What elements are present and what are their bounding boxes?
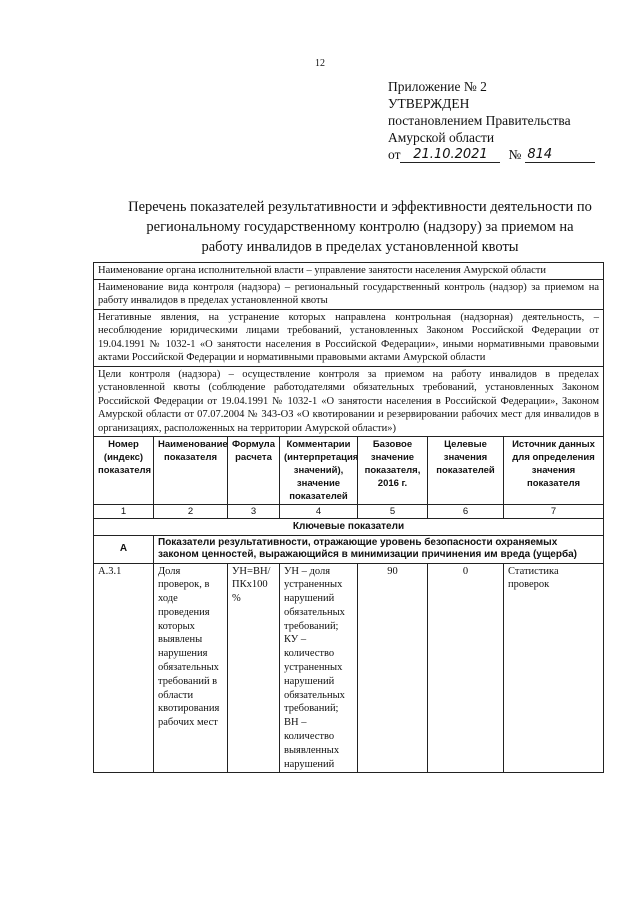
row-base-value: 90 [358, 563, 428, 773]
approved-by-line1: постановлением Правительства [388, 113, 571, 128]
approval-block [388, 78, 608, 163]
title-line-1: Перечень показателей результативности и эффективности деятельности по [128, 199, 592, 215]
info-control-type: Наименование вида контроля (надзора) – региональный государственный контроль (надзор) за приемом на работу инвалидов в пределах установленной квоты [94, 279, 604, 309]
group-row [94, 535, 604, 563]
page-number: 12 [315, 58, 325, 69]
header-base-value: Базовое значение показателя, 2016 г. [358, 437, 428, 505]
info-authority: Наименование органа исполнительной власти – управление занятости населения Амурской области [94, 263, 604, 280]
column-number: 1 [94, 505, 154, 519]
indicators-table [93, 262, 604, 773]
header-row [94, 437, 604, 505]
handwritten-date: 21.10.2021 [400, 147, 500, 163]
section-title: Ключевые показатели [94, 519, 604, 536]
info-row [94, 366, 604, 437]
column-number: 5 [358, 505, 428, 519]
approved-by-line2: Амурской области [388, 130, 495, 145]
title-line-2: региональному государственному контролю (надзору) за приемом на [146, 219, 574, 235]
handwritten-number: 814 [525, 147, 595, 163]
document-title [120, 197, 600, 257]
row-name: Доля проверок, в ходе проведения которых выявлены нарушения обязательных требований в области квотирования рабочих мест [154, 563, 228, 773]
header-source: Источник данных для определения значения показателя [504, 437, 604, 505]
date-prefix: от [388, 147, 401, 162]
column-number: 7 [504, 505, 604, 519]
row-formula: УН=ВН/ПКх100 % [228, 563, 280, 773]
group-title: Показатели результативности, отражающие уровень безопасности охраняемых законом ценностей, выражающийся в минимизации причинения им вреда (ущерба) [154, 535, 604, 563]
info-control-goals: Цели контроля (надзора) – осуществление контроля за приемом на работу инвалидов в пределах установленной квоты (соблюдение работодателями обязательных требований, установленных Законом Российской Федерации от 19.04.1991 № 1032-1 «О занятости населения в Российской Федерации», Законом Амурской области от 07.07.2004 № 343-ОЗ «О квотировании и резервировании рабочих мест для инвалидов в организациях, расположенных на территории Амурской области») [94, 366, 604, 437]
info-row [94, 279, 604, 309]
approval-date-row [388, 146, 608, 163]
header-name: Наименование показателя [154, 437, 228, 505]
info-row [94, 263, 604, 280]
info-negative-phenomena: Негативные явления, на устранение которых направлена контрольная (надзорная) деятельность, – несоблюдение юридическими лицами требований, установленных Законом Российской Федерации от 19.04.1991 № 1032-1 «О занятости населения в Российской Федерации», иными нормативными правовыми актами Российской Федерации и нормативными правовыми актами Амурской области [94, 309, 604, 366]
title-line-3: работу инвалидов в пределах установленной квоты [201, 239, 519, 255]
number-prefix: № [508, 147, 522, 162]
table-row [94, 563, 604, 773]
header-comment: Комментарии (интерпретация значений), значение показателей [280, 437, 358, 505]
row-index: А.3.1 [94, 563, 154, 773]
approved-label: УТВЕРЖДЕН [388, 96, 470, 111]
section-row [94, 519, 604, 536]
header-formula: Формула расчета [228, 437, 280, 505]
group-code: А [94, 535, 154, 563]
column-number: 4 [280, 505, 358, 519]
info-row [94, 309, 604, 366]
appendix-label: Приложение № 2 [388, 79, 487, 94]
column-number: 2 [154, 505, 228, 519]
row-target-value: 0 [428, 563, 504, 773]
header-target-value: Целевые значения показателей [428, 437, 504, 505]
column-number: 6 [428, 505, 504, 519]
row-comment: УН – доля устраненных нарушений обязательных требований; КУ – количество устраненных нарушений обязательных требований; ВН – количество выявленных нарушений [280, 563, 358, 773]
column-number: 3 [228, 505, 280, 519]
column-number-row [94, 505, 604, 519]
header-index: Номер (индекс) показателя [94, 437, 154, 505]
row-source: Статистика проверок [504, 563, 604, 773]
